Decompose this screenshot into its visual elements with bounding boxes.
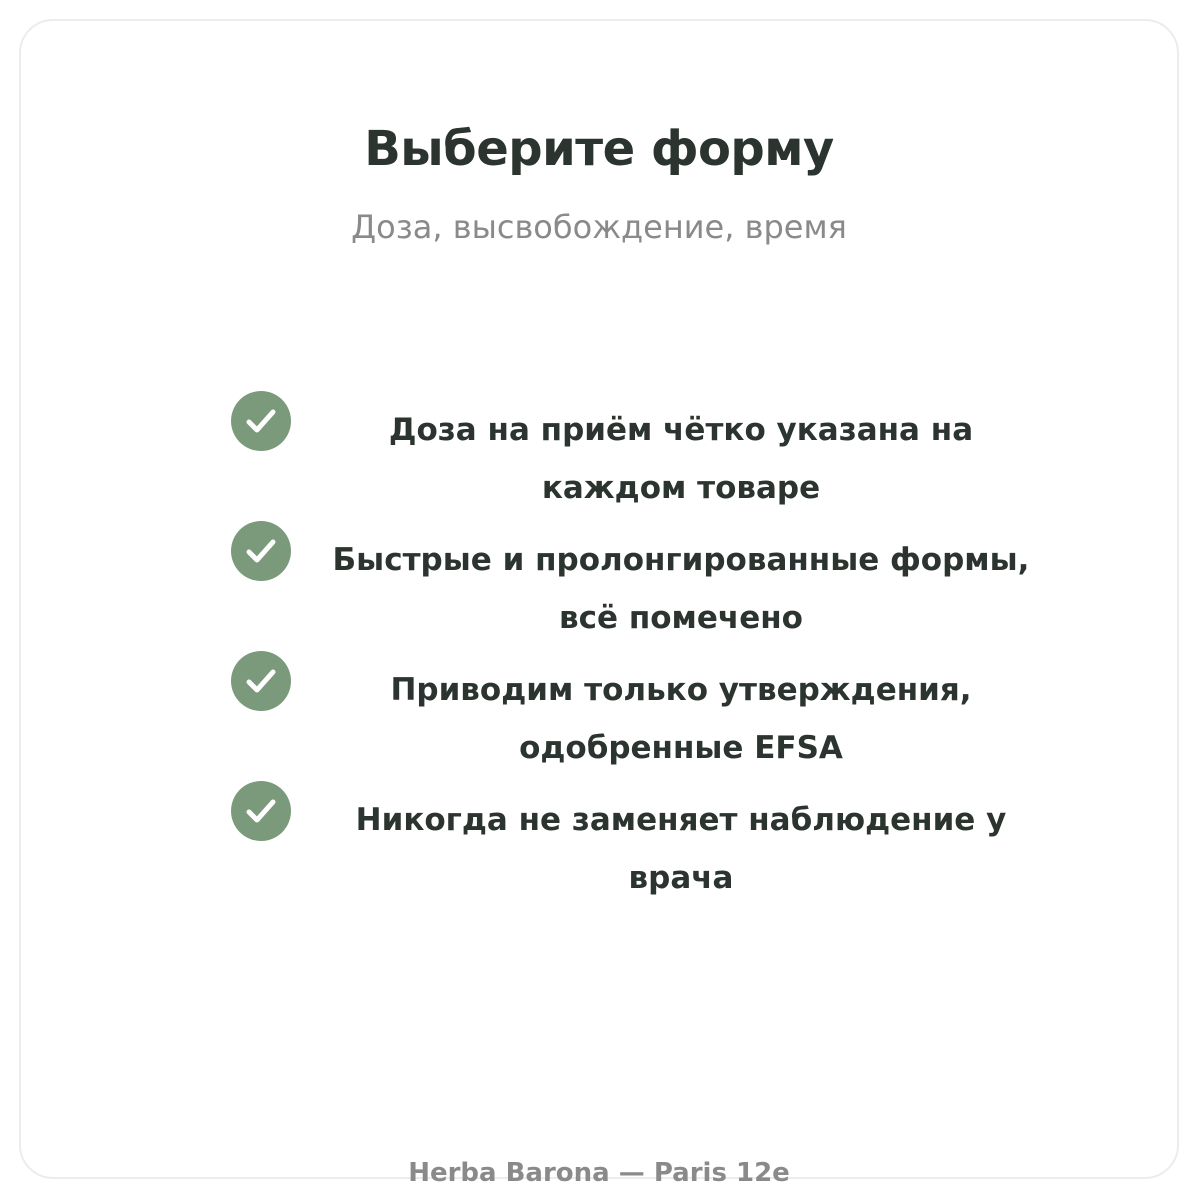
feature-item <box>231 781 1031 911</box>
feature-text: Приводим только утверждения, одобренные EFSA <box>390 672 972 766</box>
feature-item <box>231 391 1031 521</box>
feature-item <box>231 651 1031 781</box>
feature-text: Доза на приём чётко указана на каждом товаре <box>388 412 974 506</box>
feature-list <box>231 391 1031 911</box>
feature-text: Никогда не заменяет наблюдение у врача <box>355 802 1007 896</box>
page-subtitle: Доза, высвобождение, время <box>351 208 847 246</box>
check-circle-icon <box>231 391 291 451</box>
feature-item <box>231 521 1031 651</box>
check-circle-icon <box>231 781 291 841</box>
check-circle-icon <box>231 651 291 711</box>
feature-text: Быстрые и пролонгированные формы, всё помечено <box>332 542 1030 636</box>
footer-brand: Herba Barona — Paris 12e <box>408 1158 790 1188</box>
info-card <box>19 19 1179 1188</box>
check-circle-icon <box>231 521 291 581</box>
page-title: Выберите форму <box>364 121 834 177</box>
